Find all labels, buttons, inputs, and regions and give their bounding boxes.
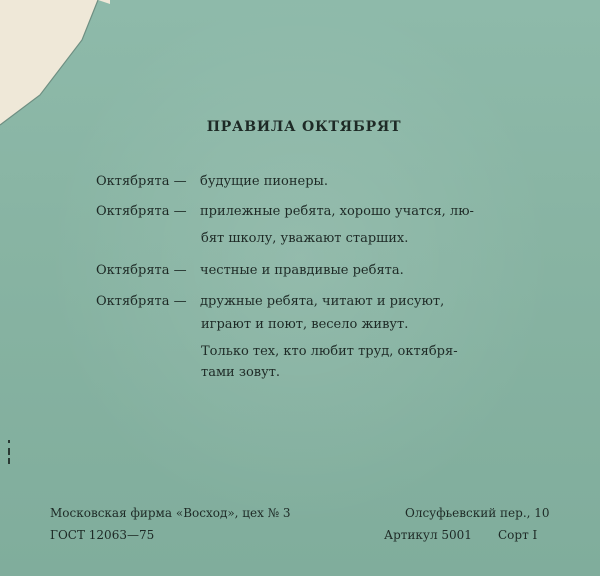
rule-4 [96, 290, 444, 313]
footer-gost: ГОСТ 12063—75 [50, 528, 155, 542]
footer-publisher: Московская фирма «Восход», цех № 3 [50, 506, 291, 520]
folded-corner [0, 0, 110, 130]
closing-line-1: Только тех, кто любит труд, октября- [201, 344, 458, 359]
rule-1-subject: Октябрята — [96, 174, 187, 189]
rule-2-text-line-1: прилежные ребята, хорошо учатся, лю- [200, 204, 474, 219]
rule-2-text-line-2: бят школу, уважают старших. [201, 231, 409, 246]
rule-4-subject: Октябрята — [96, 294, 187, 309]
rule-4-text-line-2: играют и поют, весело живут. [201, 317, 409, 332]
closing-line-2: тами зовут. [201, 365, 281, 380]
footer-grade: Сорт I [498, 528, 538, 542]
page-title: ПРАВИЛА ОКТЯБРЯТ [206, 119, 402, 135]
rule-3-subject: Октябрята — [96, 263, 187, 278]
rule-4-text-line-1: дружные ребята, читают и рисуют, [200, 294, 445, 309]
rule-3-text: честные и правдивые ребята. [200, 263, 404, 278]
footer-address: Олсуфьевский пер., 10 [405, 506, 550, 520]
rule-1 [96, 170, 328, 193]
rule-1-text: будущие пионеры. [200, 174, 329, 189]
rule-2-subject: Октябрята — [96, 204, 187, 219]
rule-2 [96, 200, 474, 223]
rule-3 [96, 259, 404, 282]
staple-mark [7, 440, 11, 466]
footer-article: Артикул 5001 [384, 528, 472, 542]
